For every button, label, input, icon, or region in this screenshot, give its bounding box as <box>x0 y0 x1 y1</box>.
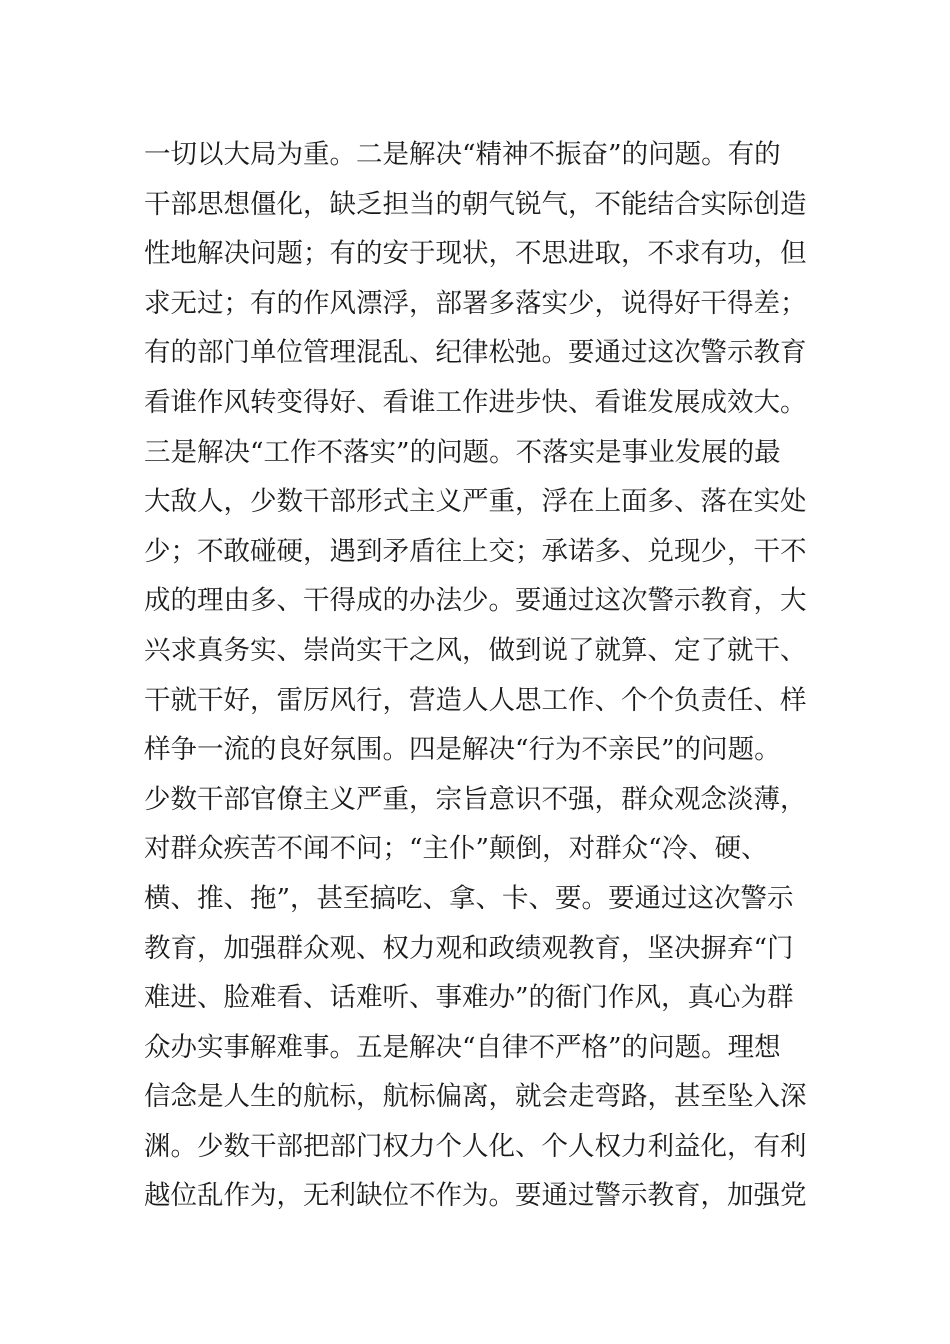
text-line: 少数干部官僚主义严重，宗旨意识不强，群众观念淡薄， <box>144 783 807 815</box>
text-line: 看谁作风转变得好、看谁工作进步快、看谁发展成效大。 <box>144 386 807 418</box>
text-line: 兴求真务实、崇尚实干之风，做到说了就算、定了就干、 <box>144 634 807 666</box>
text-line: 少；不敢碰硬，遇到矛盾往上交；承诺多、兑现少，干不 <box>144 535 807 567</box>
text-line: 一切以大局为重。二是解决“精神不振奋”的问题。有的 <box>144 139 781 170</box>
text-line: 教育，加强群众观、权力观和政绩观教育，坚决摒弃“门 <box>144 932 794 964</box>
text-line: 干部思想僵化，缺乏担当的朝气锐气，不能结合实际创造 <box>144 188 807 220</box>
text-line: 成的理由多、干得成的办法少。要通过这次警示教育，大 <box>144 585 807 617</box>
text-line: 信念是人生的航标，航标偏离，就会走弯路，甚至坠入深 <box>144 1081 807 1113</box>
text-line: 众办实事解难事。五是解决“自律不严格”的问题。理想 <box>144 1031 781 1063</box>
text-line: 干就干好，雷厉风行，营造人人思工作、个个负责任、样 <box>144 684 807 716</box>
text-line: 渊。少数干部把部门权力个人化、个人权力利益化，有利 <box>144 1130 807 1162</box>
text-line: 三是解决“工作不落实”的问题。不落实是事业发展的最 <box>144 436 781 468</box>
text-line: 性地解决问题；有的安于现状，不思进取，不求有功，但 <box>144 238 807 270</box>
text-line: 求无过；有的作风漂浮，部署多落实少，说得好干得差； <box>144 287 807 319</box>
body-paragraph <box>144 130 814 1221</box>
text-line: 对群众疾苦不闻不问；“主仆”颠倒，对群众“冷、硬、 <box>144 833 768 865</box>
text-line: 难进、脸难看、话难听、事难办”的衙门作风，真心为群 <box>144 982 794 1014</box>
text-line: 越位乱作为，无利缺位不作为。要通过警示教育，加强党 <box>144 1180 807 1212</box>
text-line: 大敌人，少数干部形式主义严重，浮在上面多、落在实处 <box>144 486 807 518</box>
text-line: 样争一流的良好氛围。四是解决“行为不亲民”的问题。 <box>144 734 781 766</box>
text-line: 横、推、拖”，甚至搞吃、拿、卡、要。要通过这次警示 <box>144 882 794 914</box>
text-line: 有的部门单位管理混乱、纪律松弛。要通过这次警示教育 <box>144 337 807 369</box>
